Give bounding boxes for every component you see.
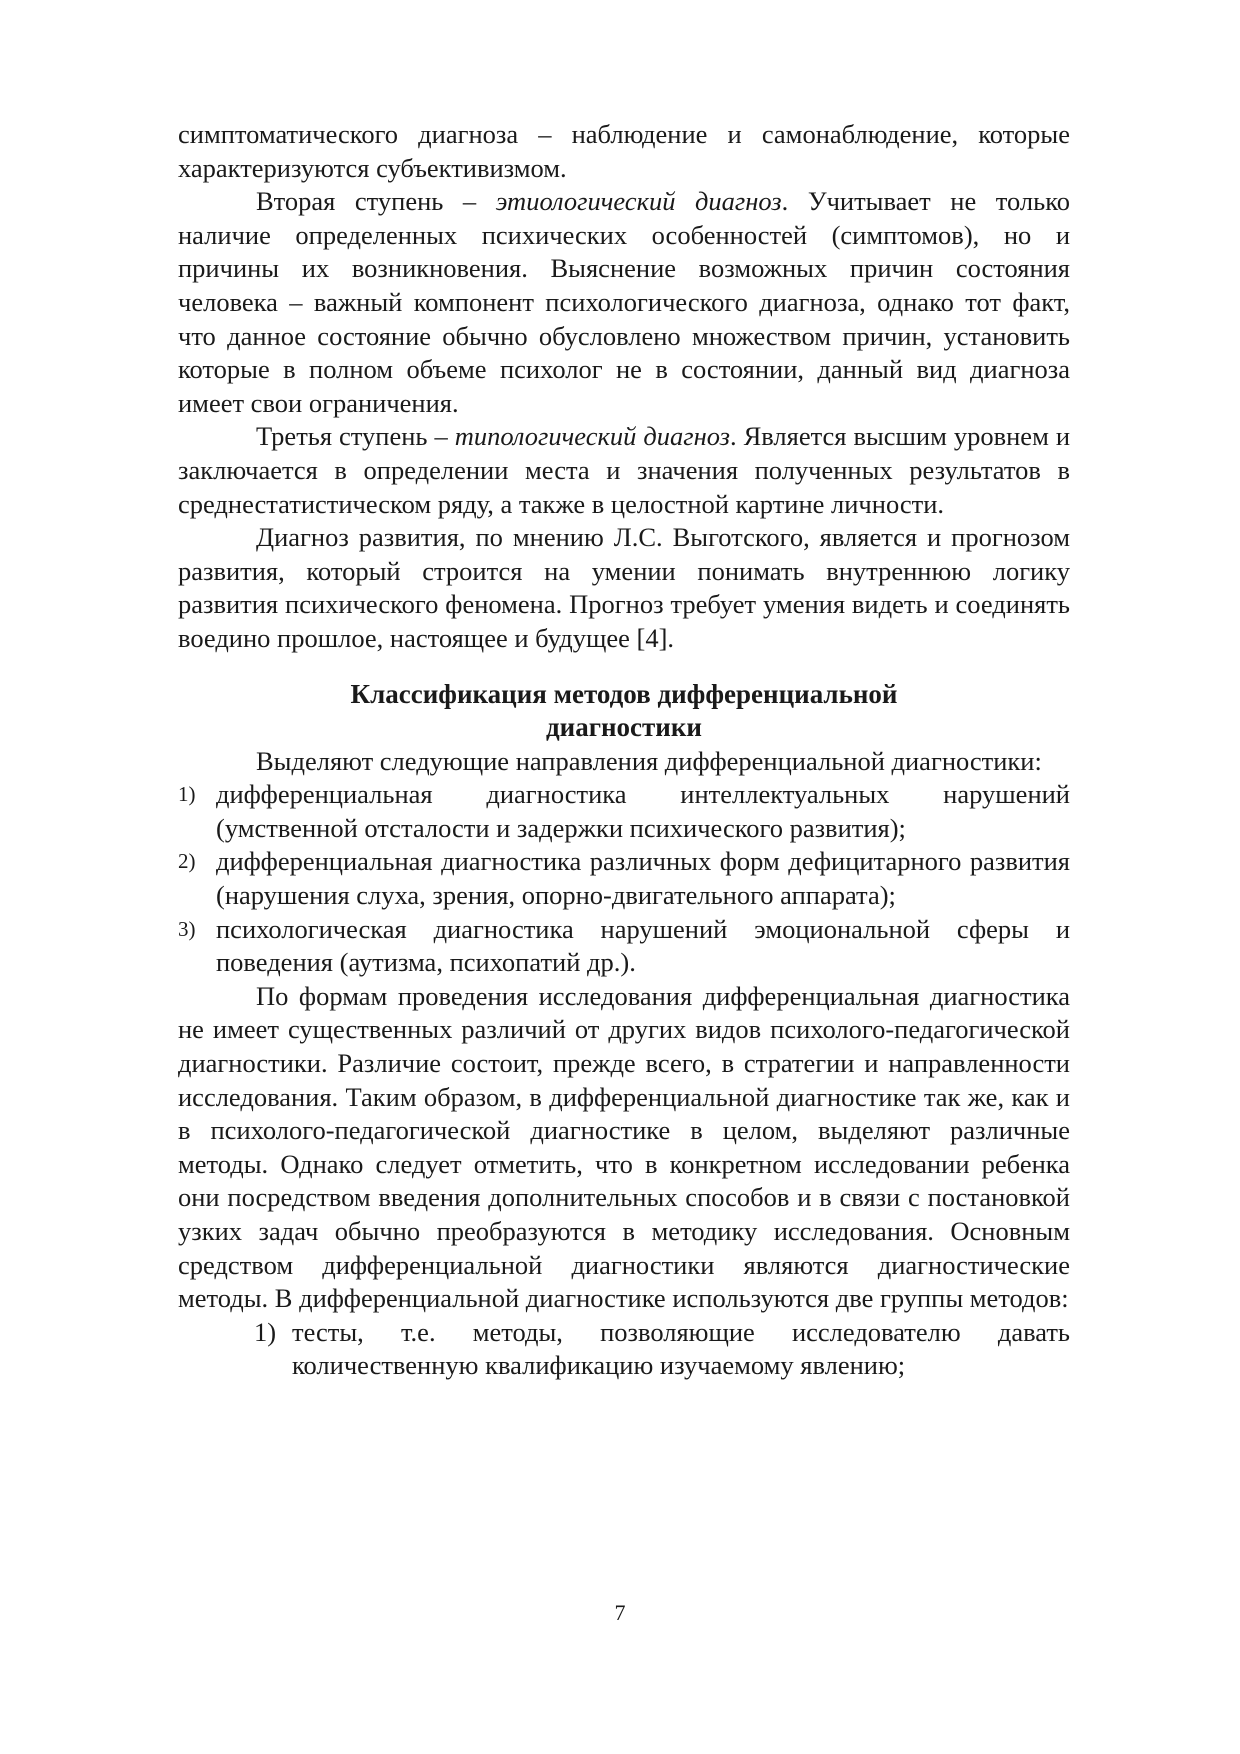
list-item-number: 2) [178, 849, 196, 874]
paragraph-vygotsky: Диагноз развития, по мнению Л.С. Выготского, является и прогнозом развития, который строится на умении понимать внутреннюю логику развития психического феномена. Прогноз требует умения видеть и соединять воедино прошлое, настоящее и будущее [4]. [178, 522, 1070, 653]
paragraph-lead: Третья ступень – [256, 421, 455, 452]
list-item-text: дифференциальная диагностика различных форм дефицитарного развития (нарушения слуха, зрения, опорно-двигательного аппарата); [216, 846, 1070, 911]
list-item [178, 845, 1070, 912]
list-item-text: дифференциальная диагностика интеллектуальных нарушений (умственной отсталости и задержки психического развития); [216, 779, 1070, 843]
section-heading-line-2: диагностики [546, 712, 702, 743]
page-number: 7 [614, 1600, 626, 1625]
list-item-number: 1) [178, 782, 196, 807]
paragraph-etiological [178, 185, 1070, 420]
list-item-text: психологическая диагностика нарушений эмоциональной сферы и поведения (аутизма, психопатий др.). [216, 913, 1070, 978]
term-etiological-diagnosis: этиологический диагноз [495, 186, 782, 217]
paragraph-lead: Вторая ступень – [256, 186, 496, 217]
paragraph-body: . Учитывает не только наличие определенных психических особенностей (симптомов), но и причины их возникновения. Выяснение возможных причин состояния человека – важный компонент психологического диагноза, однако тот факт, что данное состояние обычно обусловлено множеством причин, установить которые в полном объеме психолог не в состоянии, данный вид диагноза имеет свои ограничения. [178, 186, 1071, 418]
term-typological-diagnosis: типологический диагноз [454, 421, 730, 452]
list-item-text: тесты, т.е. методы, позволяющие исследователю давать количественную квалификацию изучаемому явлению; [292, 1316, 1070, 1381]
list-item [178, 778, 1070, 845]
list-item [178, 1316, 1070, 1383]
paragraph-body: . Является высшим уровнем и заключается в определении места и значения полученных результатов в среднестатистическом ряду, а также в целостной картине личности. [178, 421, 1071, 519]
method-groups-list [178, 1316, 1070, 1383]
paragraph-typological [178, 420, 1070, 521]
list-item [178, 913, 1070, 980]
list-item-number: 1) [254, 1316, 277, 1347]
page-content [178, 118, 1070, 1383]
list-item-number: 3) [178, 916, 196, 941]
section-heading-line-1: Классификация методов дифференциальной [350, 678, 898, 709]
section-heading [178, 678, 1070, 745]
directions-list [178, 778, 1070, 980]
paragraph-symptomatic-end: симптоматического диагноза – наблюдение и самонаблюдение, которые характеризуются субъективизмом. [178, 119, 1070, 183]
paragraph-directions-intro: Выделяют следующие направления дифференциальной диагностики: [256, 745, 1042, 776]
paragraph-methods: По формам проведения исследования дифференциальная диагностика не имеет существенных различий от других видов психолого-педагогической диагностики. Различие состоит, прежде всего, в стратегии и направленности исследования. Таким образом, в дифференциальной диагностике так же, как и в психолого-педагогической диагностике в целом, выделяют различные методы. Однако следует отметить, что в конкретном исследовании ребенка они посредством введения дополнительных способов и в связи с постановкой узких задач обычно преобразуются в методику исследования. Основным средством дифференциальной диагностики являются диагностические методы. В дифференциальной диагностике используются две группы методов: [178, 980, 1070, 1314]
